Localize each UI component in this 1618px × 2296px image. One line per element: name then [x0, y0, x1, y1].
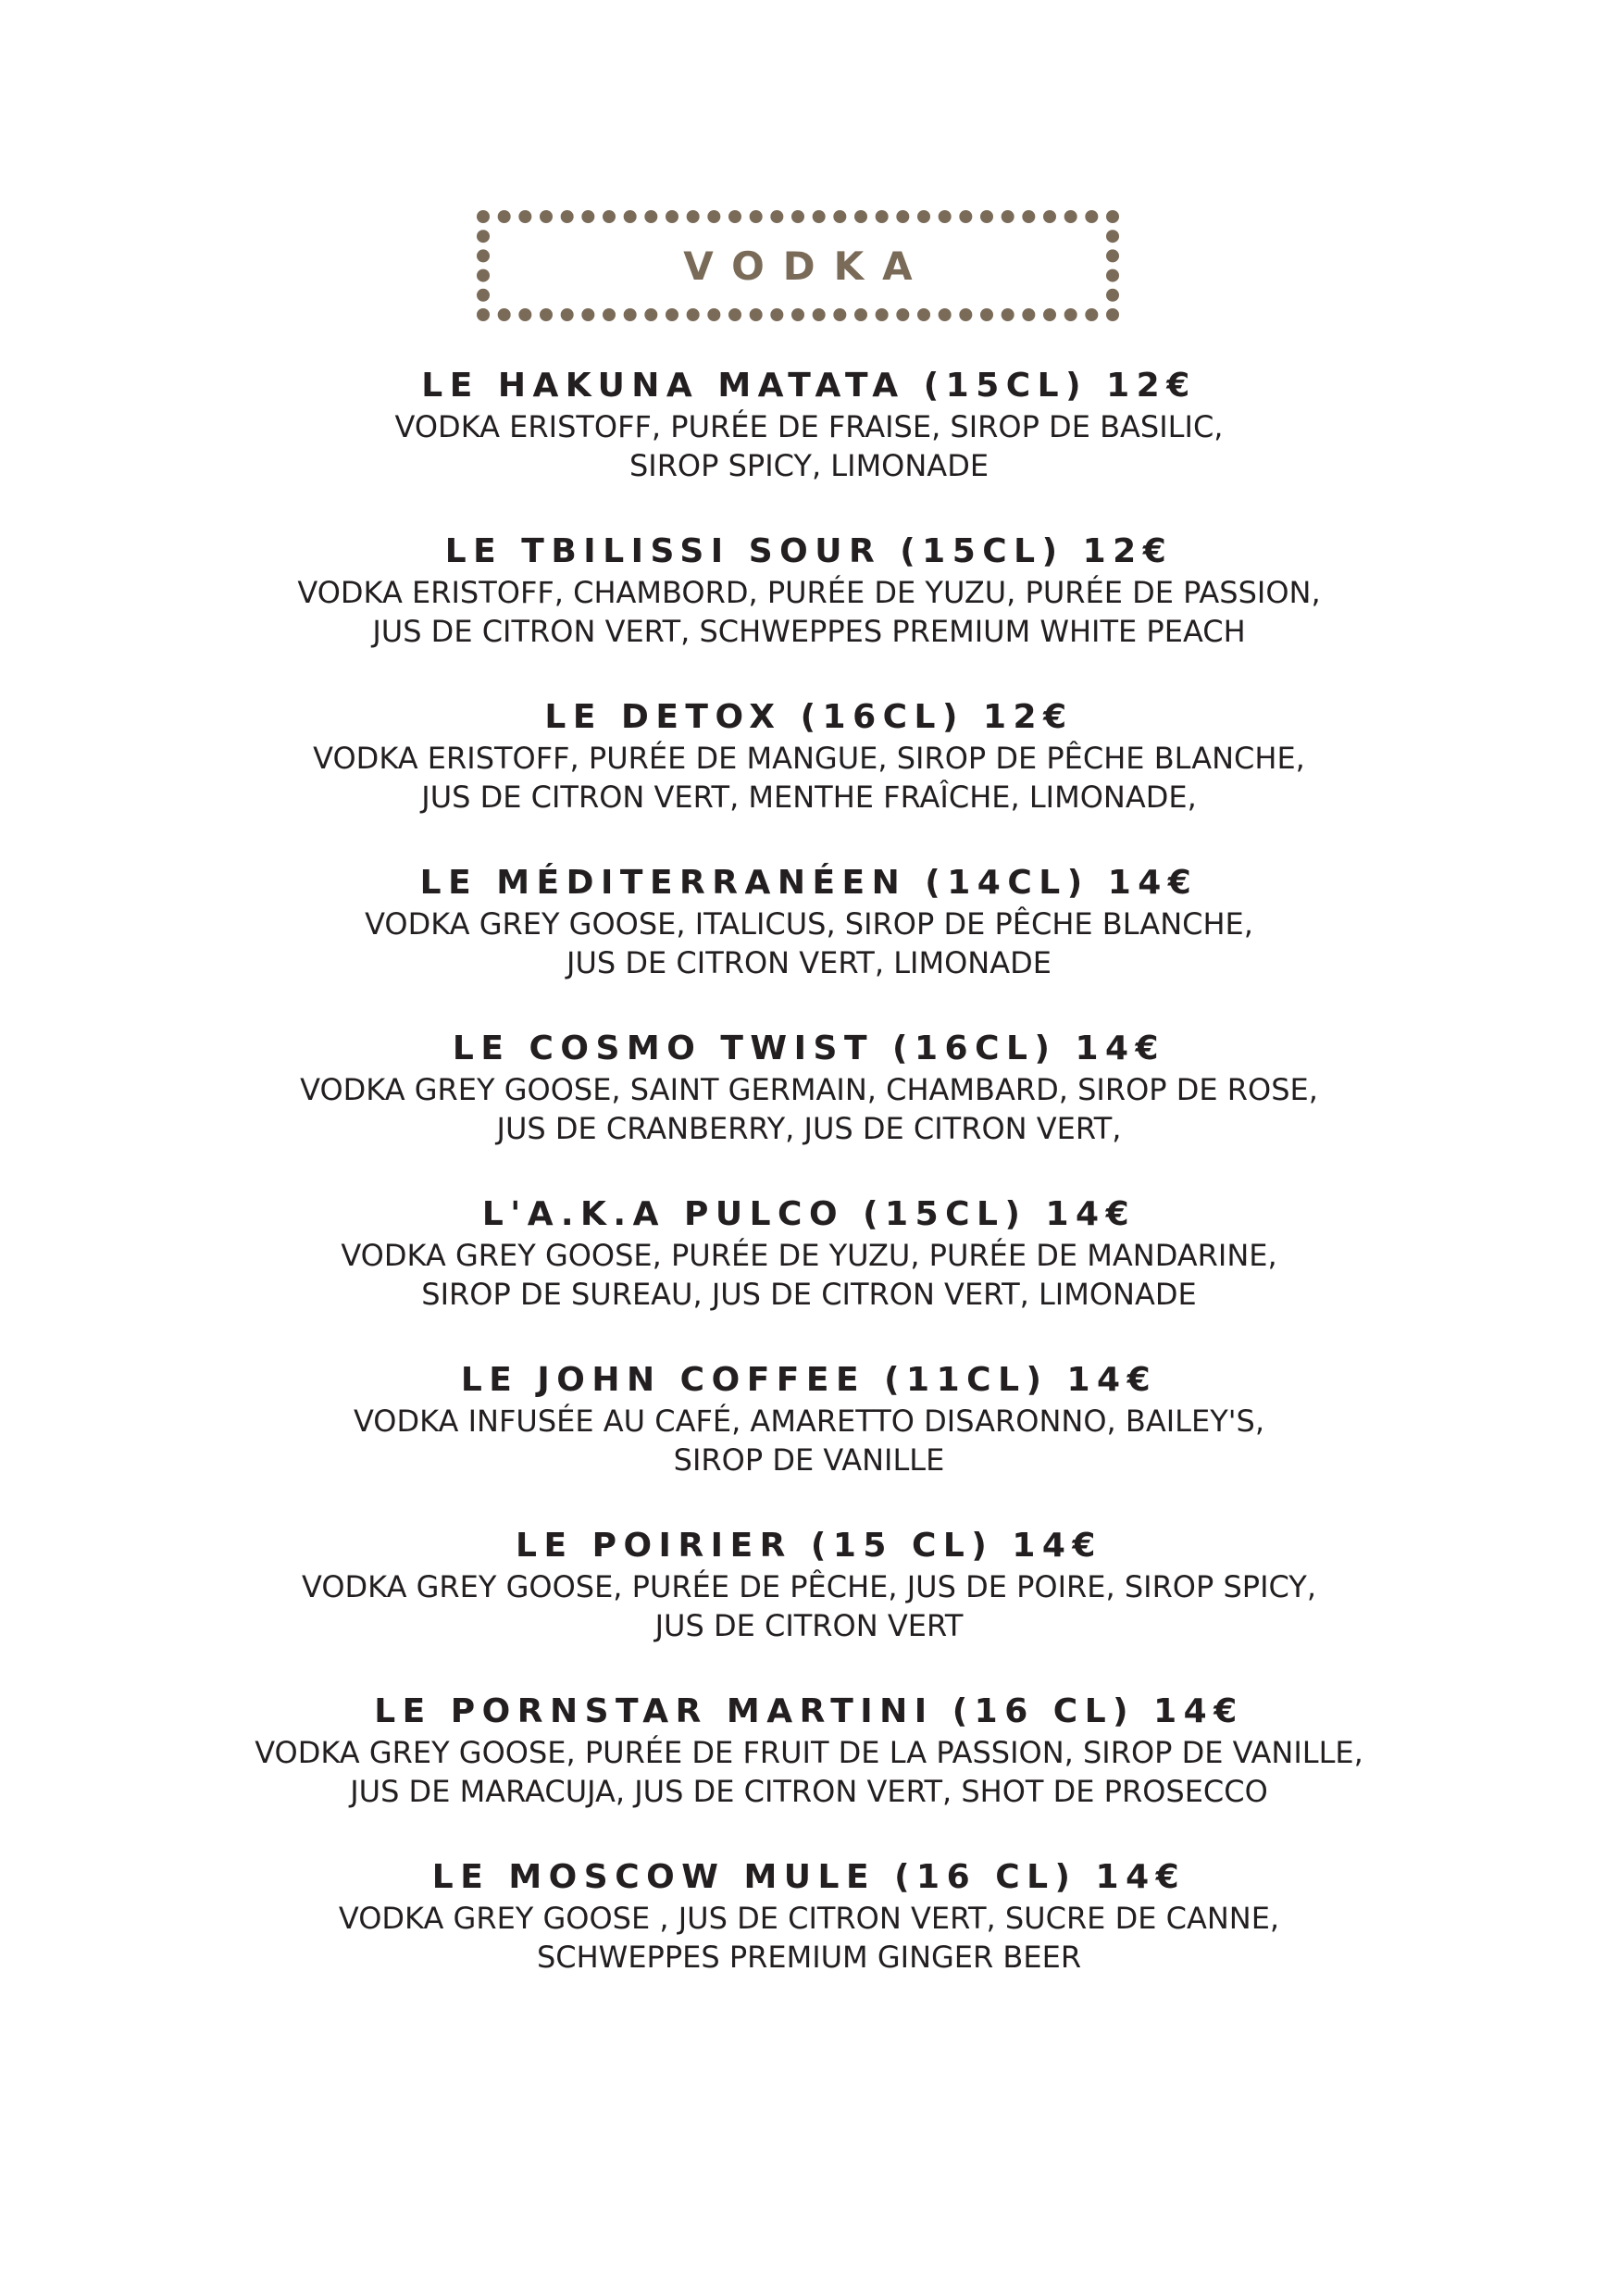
menu-item-ingredients-line: VODKA ERISTOFF, PURÉE DE FRAISE, SIROP DE BASILIC,	[394, 409, 1224, 444]
menu-item-ingredients-line: JUS DE CITRON VERT, MENTHE FRAÎCHE, LIMONADE,	[421, 780, 1197, 815]
menu-item-ingredients-line: VODKA INFUSÉE AU CAFÉ, AMARETTO DISARONNO, BAILEY'S,	[353, 1404, 1265, 1439]
menu-item-ingredients-line: VODKA GREY GOOSE, PURÉE DE PÊCHE, JUS DE POIRE, SIROP SPICY,	[301, 1569, 1316, 1604]
menu-item-ingredients-line: VODKA GREY GOOSE, SAINT GERMAIN, CHAMBARD, SIROP DE ROSE,	[300, 1072, 1318, 1107]
section-title: VODKA	[683, 243, 931, 289]
menu-item	[0, 365, 1618, 485]
menu-item-title: LE TBILISSI SOUR (15CL) 12€	[444, 532, 1174, 570]
menu-item	[0, 862, 1618, 982]
menu-item-ingredients-line: VODKA GREY GOOSE , JUS DE CITRON VERT, SUCRE DE CANNE,	[338, 1901, 1280, 1936]
menu-item-title: LE PORNSTAR MARTINI (16 CL) 14€	[374, 1692, 1244, 1730]
menu-item-title: LE HAKUNA MATATA (15CL) 12€	[421, 367, 1197, 405]
menu-item-ingredients-line: JUS DE CITRON VERT	[654, 1608, 964, 1643]
menu-item-title: LE DETOX (16CL) 12€	[544, 698, 1074, 736]
menu-item	[0, 1028, 1618, 1148]
menu-item-ingredients-line: SIROP DE VANILLE	[673, 1442, 945, 1478]
menu-item-ingredients-line: SIROP SPICY, LIMONADE	[629, 448, 989, 483]
menu-item	[0, 1856, 1618, 1977]
menu-item-title: LE MÉDITERRANÉEN (14CL) 14€	[419, 864, 1199, 902]
menu-item-ingredients-line: JUS DE CITRON VERT, SCHWEPPES PREMIUM WHITE PEACH	[372, 614, 1246, 649]
cocktail-list	[0, 365, 1618, 2022]
menu-item-ingredients-line: SIROP DE SUREAU, JUS DE CITRON VERT, LIMONADE	[421, 1277, 1197, 1312]
menu-item	[0, 696, 1618, 817]
menu-item	[0, 1193, 1618, 1314]
menu-item-ingredients-line: JUS DE CRANBERRY, JUS DE CITRON VERT,	[496, 1111, 1122, 1146]
menu-item	[0, 1691, 1618, 1811]
menu-item-ingredients-line: JUS DE MARACUJA, JUS DE CITRON VERT, SHOT DE PROSECCO	[350, 1774, 1268, 1809]
menu-item	[0, 1359, 1618, 1479]
menu-item-ingredients-line: VODKA ERISTOFF, PURÉE DE MANGUE, SIROP DE PÊCHE BLANCHE,	[313, 741, 1305, 776]
section-title-frame	[474, 207, 1122, 324]
menu-item-ingredients-line: VODKA GREY GOOSE, PURÉE DE YUZU, PURÉE DE MANDARINE,	[341, 1238, 1277, 1273]
menu-item-title: LE JOHN COFFEE (11CL) 14€	[460, 1361, 1158, 1399]
menu-item-ingredients-line: JUS DE CITRON VERT, LIMONADE	[566, 945, 1052, 980]
menu-item-ingredients-line: VODKA GREY GOOSE, PURÉE DE FRUIT DE LA PASSION, SIROP DE VANILLE,	[255, 1735, 1363, 1770]
menu-item-title: L'A.K.A PULCO (15CL) 14€	[481, 1195, 1137, 1233]
menu-item	[0, 1525, 1618, 1645]
menu-item-ingredients-line: VODKA ERISTOFF, CHAMBORD, PURÉE DE YUZU, PURÉE DE PASSION,	[297, 575, 1321, 610]
menu-item-title: LE POIRIER (15 CL) 14€	[516, 1527, 1102, 1565]
menu-item-ingredients-line: SCHWEPPES PREMIUM GINGER BEER	[536, 1940, 1082, 1975]
menu-item-title: LE COSMO TWIST (16CL) 14€	[452, 1029, 1166, 1067]
menu-item-title: LE MOSCOW MULE (16 CL) 14€	[431, 1858, 1187, 1896]
menu-item-ingredients-line: VODKA GREY GOOSE, ITALICUS, SIROP DE PÊCHE BLANCHE,	[365, 906, 1253, 942]
menu-item	[0, 530, 1618, 651]
